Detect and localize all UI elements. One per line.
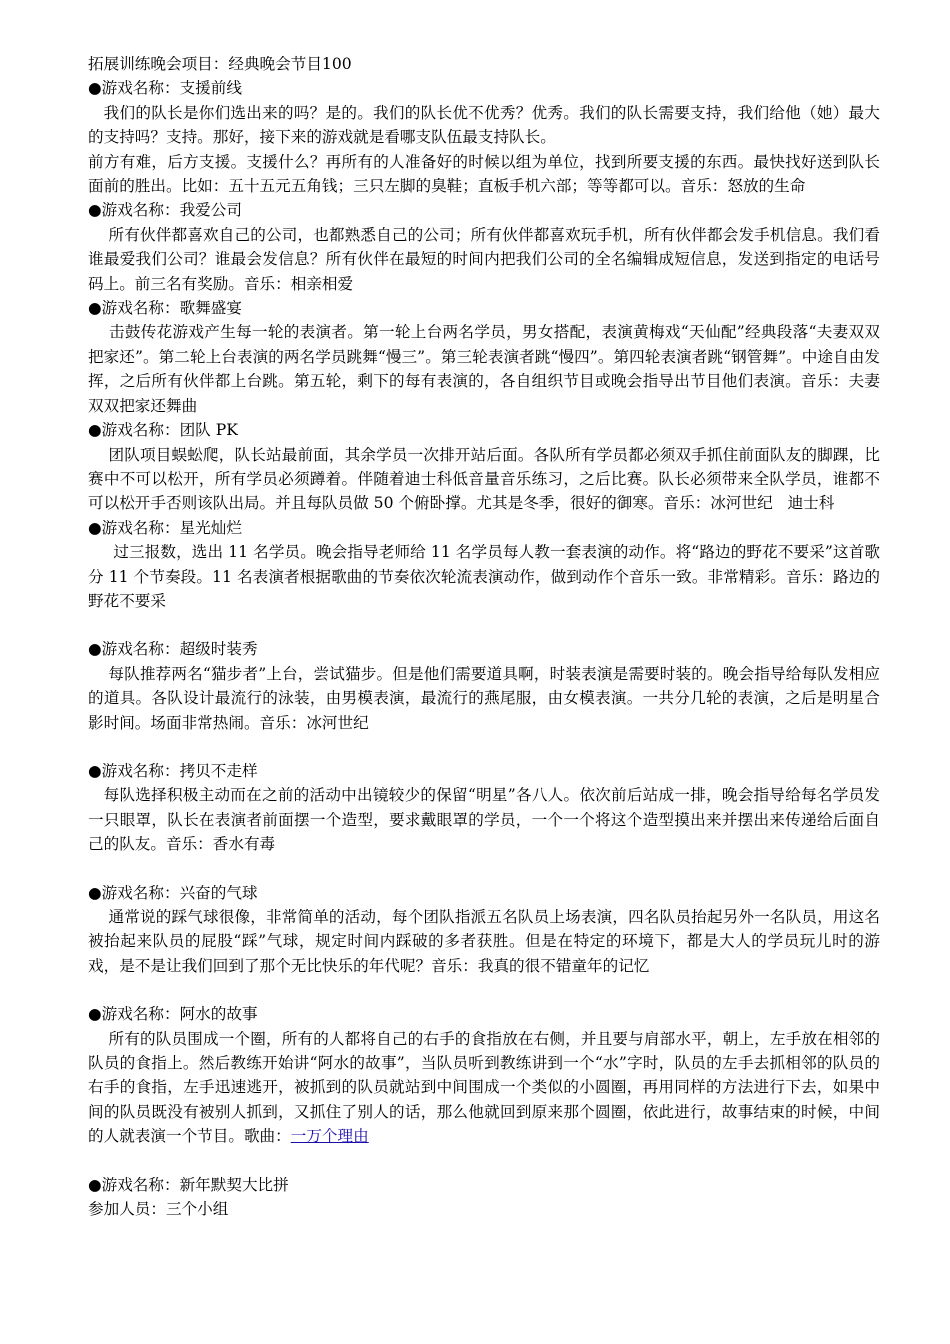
song-link[interactable]: 一万个理由 <box>290 1127 369 1146</box>
paragraph-gap <box>88 613 880 637</box>
section-title: ●游戏名称：阿水的故事 <box>88 1005 258 1024</box>
section-body: 每队推荐两名“猫步者”上台，尝试猫步。但是他们需要道具啊，时装表演是需要时装的。晚会指导给每队发相应的道具。各队设计最流行的泳装，由男模表演，最流行的燕尾服，由女模表演。一共分几轮的表演，之后是明星合影时间。场面非常热闹。音乐：冰河世纪 <box>88 664 881 732</box>
section-woaigongsi <box>88 198 880 296</box>
section-body-text: 所有的队员围成一个圈，所有的人都将自己的右手的食指放在右侧，并且要与肩部水平，朝上，左手放在相邻的队员的食指上。然后教练开始讲“阿水的故事”，当队员听到教练讲到一个“水”字时，队员的左手去抓相邻的队员的右手的食指，左手迅速逃开，被抓到的队员就站到中间围成一个类似的小圆圈，再用同样的方法进行下去，如果中间的队员既没有被别人抓到，又抓住了别人的话，那么他就回到原来那个圆圈，依此进行，故事结束的时候，中间的人就表演一个节目。歌曲： <box>88 1029 880 1146</box>
section-tuandui-pk <box>88 418 880 516</box>
section-body: 参加人员：三个小组 <box>88 1200 229 1219</box>
section-body: 过三报数，选出 11 名学员。晚会指导老师给 11 名学员每人教一套表演的动作。将“路边的野花不要采”这首歌分 11 个节奏段。11 名表演者根据歌曲的节奏依次轮流表演动作，做到动作个音乐一致。非常精彩。音乐：路边的野花不要采 <box>88 543 880 610</box>
section-title: ●游戏名称：星光灿烂 <box>88 518 242 537</box>
section-body: 所有伙伴都喜欢自己的公司，也都熟悉自己的公司；所有伙伴都喜欢玩手机，所有伙伴都会发手机信息。我们看谁最爱我们公司？谁最会发信息？所有伙伴在最短的时间内把我们公司的全名编辑成短信息，发送到指定的电话号码上。前三名有奖励。音乐：相亲相爱 <box>88 225 880 293</box>
section-title: ●游戏名称：新年默契大比拼 <box>88 1175 289 1194</box>
document-page <box>88 52 880 1221</box>
section-body: 每队选择积极主动而在之前的活动中出镜较少的保留“明星”各八人。依次前后站成一排，晚会指导给每名学员发一只眼罩，队长在表演者前面摆一个造型，要求戴眼罩的学员，一个一个将这个造型摸出来并摆出来传递给后面自己的队友。音乐：香水有毒 <box>88 786 880 854</box>
section-body: 我们的队长是你们选出来的吗？是的。我们的队长优不优秀？优秀。我们的队长需要支持，我们给他（她）最大的支持吗？支持。那好，接下来的游戏就是看哪支队伍最支持队长。 前方有难，后方支援。支援什么？再所有的人准备好的时候以组为单位，找到所要支援的东西。最快找好送到队长面前的胜出。比如：五十五元五角钱；三只左脚的臭鞋；直板手机六部；等等都可以。音乐：怒放的生命 <box>88 103 880 196</box>
section-title: ●游戏名称：支援前线 <box>88 79 242 98</box>
section-title: ●游戏名称：超级时装秀 <box>88 640 258 659</box>
section-title: ●游戏名称：拷贝不走样 <box>88 761 258 780</box>
section-title: ●游戏名称：歌舞盛宴 <box>88 299 242 318</box>
paragraph-gap <box>88 1149 880 1173</box>
section-title: ●游戏名称：团队 PK <box>88 421 238 440</box>
document-title: 拓展训练晚会项目：经典晚会节目100 <box>88 55 352 73</box>
section-body: 团队项目蜈蚣爬，队长站最前面，其余学员一次排开站后面。各队所有学员都必须双手抓住前面队友的脚踝，比赛中不可以松开，所有学员必须蹲着。伴随着迪士科低音量音乐练习，之后比赛。队长必须带来全队学员，谁都不可以松开手否则该队出局。并且每队员做 50 个俯卧撑。尤其是冬季，很好的御寒。音乐：冰河世纪 迪士科 <box>88 445 880 513</box>
section-moqi <box>88 1173 880 1222</box>
section-body: 通常说的踩气球很像，非常简单的活动，每个团队指派五名队员上场表演，四名队员抬起另外一名队员，用这名被抬起来队员的屁股“踩”气球，规定时间内踩破的多者获胜。但是在特定的环境下，都是大人的学员玩儿时的游戏，是不是让我们回到了那个无比快乐的年代呢？音乐：我真的很不错童年的记忆 <box>88 908 880 975</box>
section-title: ●游戏名称：我爱公司 <box>88 201 242 220</box>
section-body: 击鼓传花游戏产生每一轮的表演者。第一轮上台两名学员，男女搭配，表演黄梅戏“天仙配”经典段落“夫妻双双把家还”。第二轮上台表演的两名学员跳舞“慢三”。第三轮表演者跳“慢四”。第四轮表演者跳“钢管舞”。中途自由发挥，之后所有伙伴都上台跳。第五轮，剩下的每有表演的，各自组织节目或晚会指导出节目他们表演。音乐：夫妻双双把家还舞曲 <box>88 323 881 415</box>
section-gewushengyan <box>88 296 880 418</box>
section-kaobei <box>88 759 880 881</box>
paragraph-gap <box>88 857 880 881</box>
paragraph-gap <box>88 735 880 759</box>
section-shizhuangxiu <box>88 637 880 759</box>
section-xingguangcanlan <box>88 516 880 638</box>
section-ashui <box>88 1002 880 1172</box>
section-zhiyuan <box>88 76 880 198</box>
section-body <box>88 1027 880 1149</box>
section-title: ●游戏名称：兴奋的气球 <box>88 883 258 902</box>
paragraph-gap <box>88 978 880 1002</box>
section-qiqiu <box>88 881 880 1003</box>
